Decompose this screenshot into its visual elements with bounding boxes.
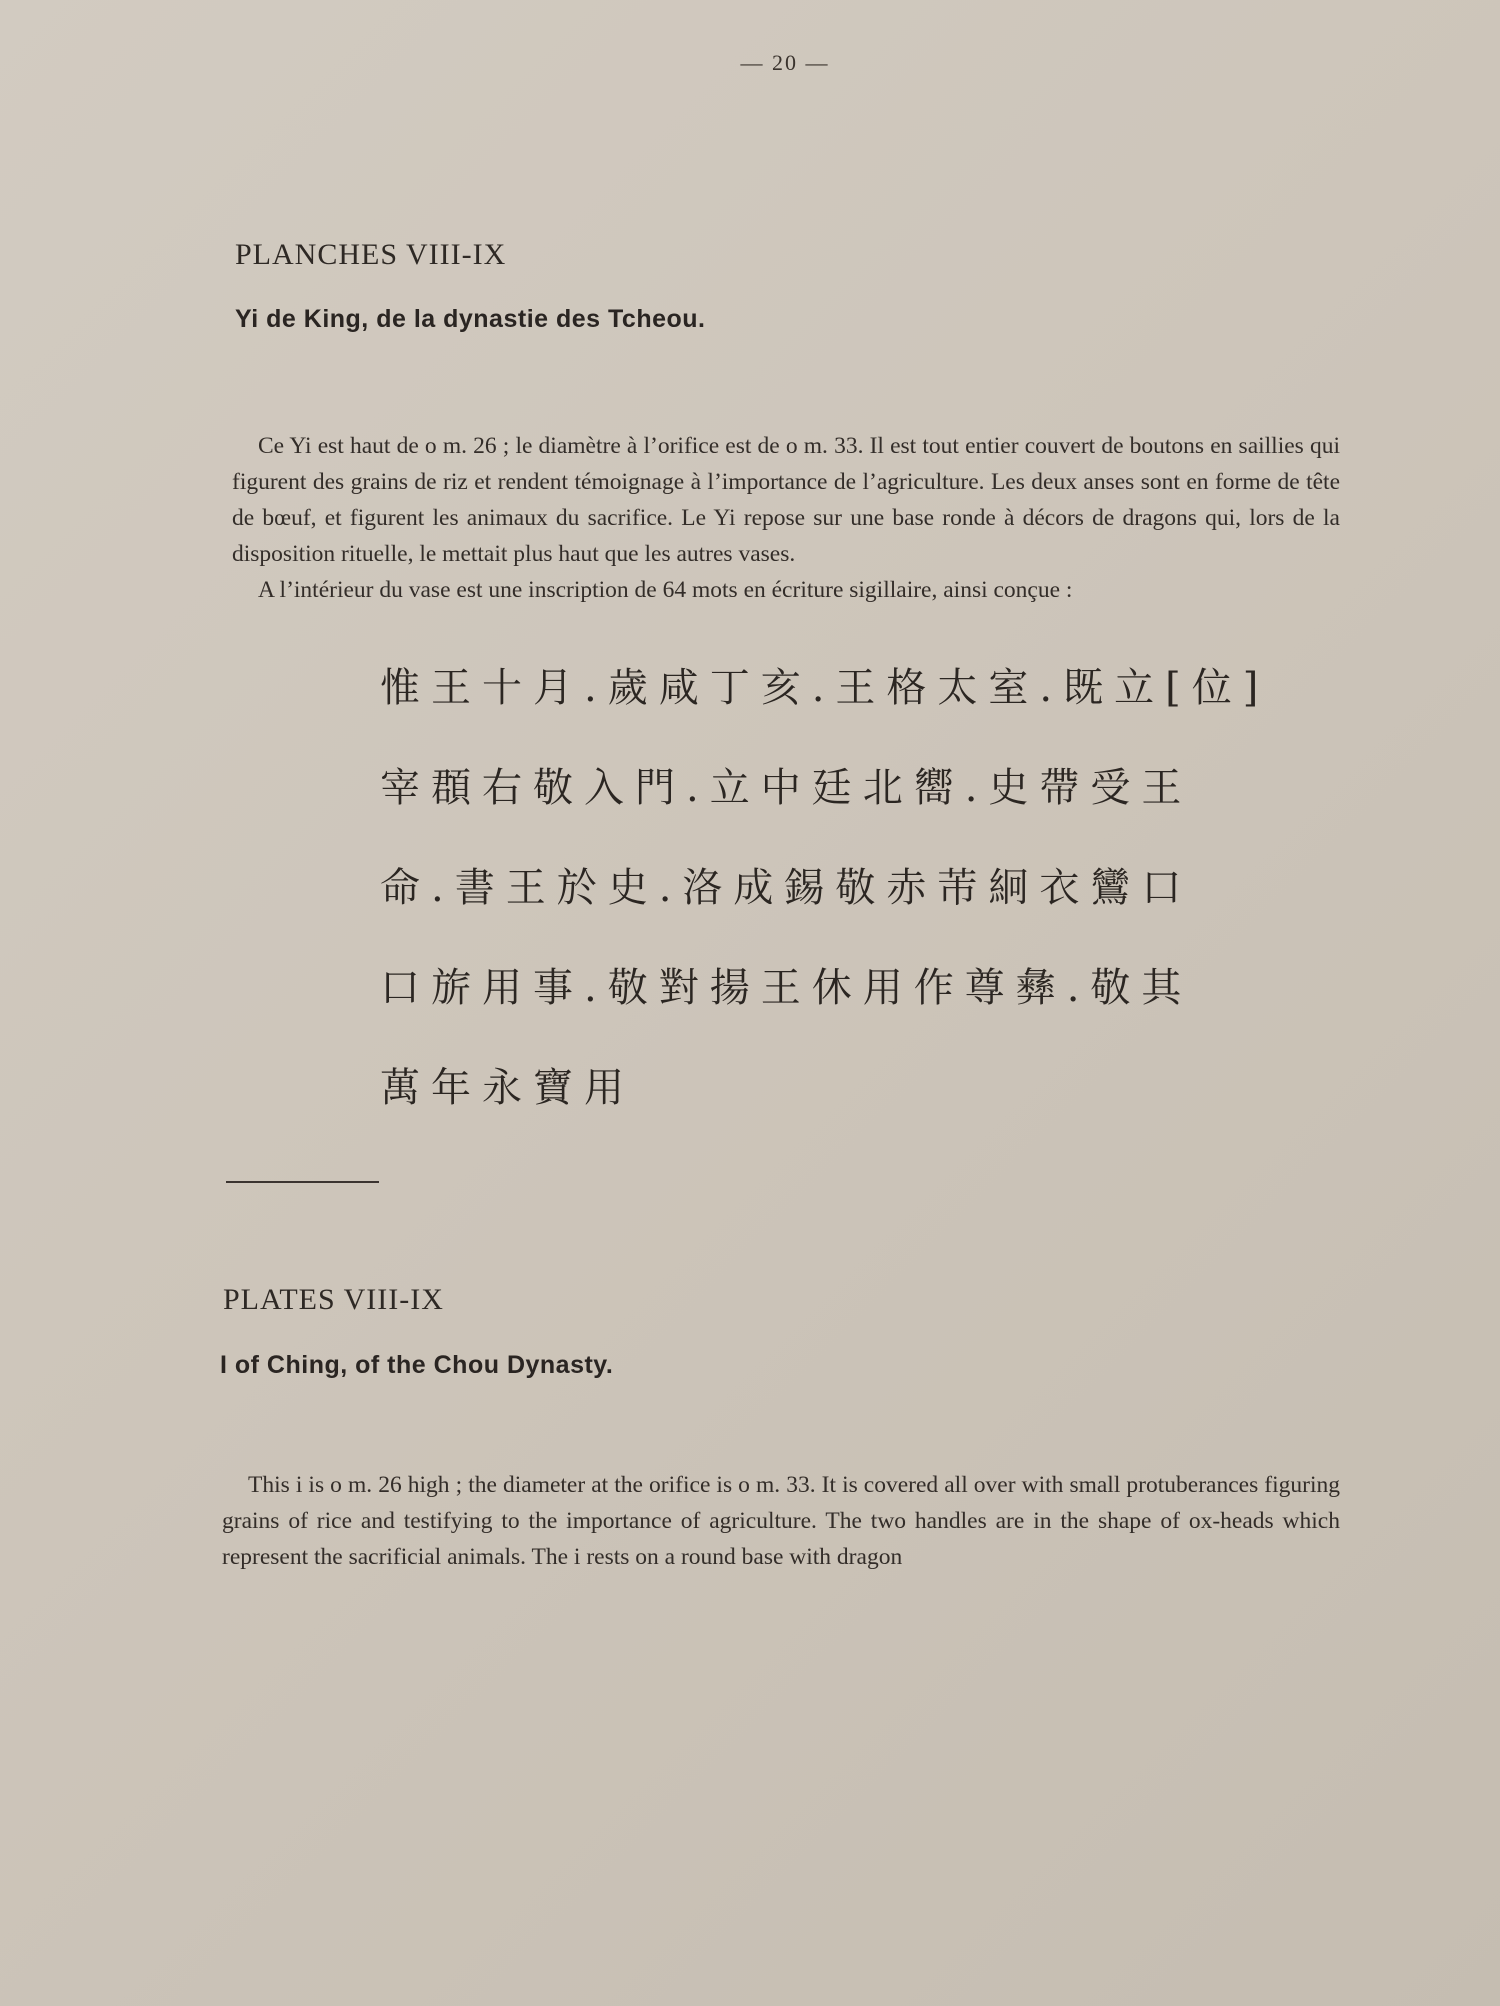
english-subtitle: I of Ching, of the Chou Dynasty. xyxy=(220,1351,614,1379)
page-number: — 20 — xyxy=(740,50,830,75)
inscription-line-2: 宰頵右敬入門.立中廷北嚮.史帶受王 xyxy=(380,765,1193,811)
french-paragraph-1: Ce Yi est haut de o m. 26 ; le diamètre à l’orifice est de o m. 33. Il est tout entier couvert de boutons en saillies qui figurent des grains de riz et rendent témoignage à l’importance de l’agriculture. Les deux anses sont en forme de tête de bœuf, et figurent les animaux du sacrifice. Le Yi repose sur une base ronde à décors de dragons qui, lors de la disposition rituelle, le mettait plus haut que les autres vases. xyxy=(232,433,1340,567)
french-body xyxy=(232,428,1340,608)
chinese-inscription xyxy=(380,656,1270,1156)
inscription-line-3: 命.書王於史.洛成錫敬赤芾絅衣鸞口 xyxy=(380,865,1193,911)
french-heading: PLANCHES VIII-IX xyxy=(235,238,507,271)
inscription-line-1: 惟王十月.歲咸丁亥.王格太室.既立[位] xyxy=(380,665,1270,711)
english-body xyxy=(222,1467,1340,1575)
english-heading: PLATES VIII-IX xyxy=(223,1283,444,1316)
inscription-line-4: 口旂用事.敬對揚王休用作尊彝.敬其 xyxy=(380,965,1193,1011)
section-divider xyxy=(226,1181,379,1183)
english-paragraph-1: This i is o m. 26 high ; the diameter at the orifice is o m. 33. It is covered all over with small protuberances figuring grains of rice and testifying to the importance of agriculture. The two handles are in the shape of ox-heads which represent the sacrificial animals. The i rests on a round base with dragon xyxy=(222,1472,1340,1570)
french-subtitle: Yi de King, de la dynastie des Tcheou. xyxy=(235,305,706,333)
inscription-line-5: 萬年永寶用 xyxy=(380,1065,635,1111)
french-paragraph-2: A l’intérieur du vase est une inscription de 64 mots en écriture sigillaire, ainsi conçue : xyxy=(258,577,1073,603)
